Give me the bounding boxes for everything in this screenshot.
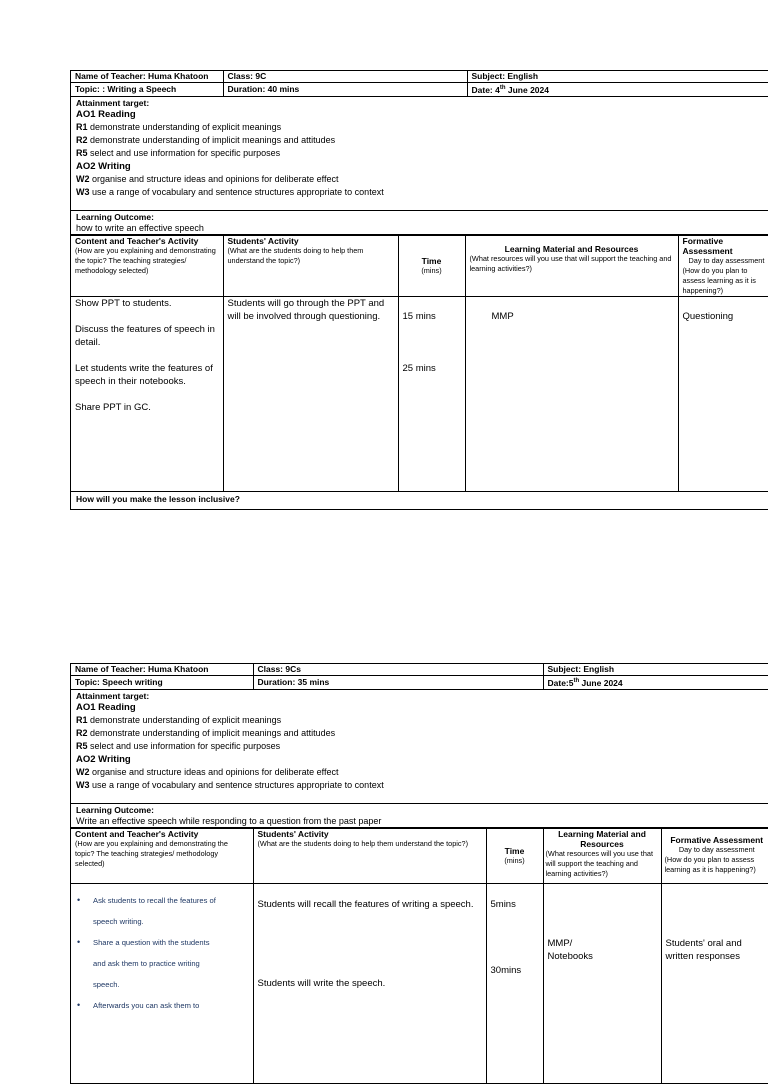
ao2-heading: AO2 Writing (76, 753, 131, 765)
teacher-step-4: Share PPT in GC. (75, 401, 151, 413)
class-name: Class: 9C (223, 71, 467, 83)
resources-line-2: Notebooks (547, 950, 593, 962)
teacher-step-2: Discuss the features of speech in detail. (75, 323, 215, 348)
date: Date: 4th June 2024 (467, 83, 768, 97)
time-1: 5mins (490, 898, 516, 910)
col-assessment: Formative Assessment Day to day assessment (How do you plan to assess learning as it is happening?) (678, 235, 768, 296)
col-resources: Learning Material and Resources (What resources will you use that will support the teaching and learning activities?) (465, 235, 678, 296)
learning-outcome-label: Learning Outcome: (76, 211, 154, 222)
learning-outcome-text: Write an effective speech while responding to a question from the past paper (76, 815, 382, 826)
header-table (71, 663, 768, 690)
topic: Topic: : Writing a Speech (71, 83, 223, 97)
resources-cell (543, 883, 661, 1083)
teacher-step-3: Let students write the features of speech in their notebooks. (75, 362, 213, 387)
inclusive-question: How will you make the lesson inclusive? (71, 492, 768, 510)
student-activity-2: Students will write the speech. (257, 977, 386, 989)
date: Date:5th June 2024 (543, 676, 768, 690)
topic: Topic: Speech writing (71, 676, 253, 690)
class-name: Class: 9Cs (253, 664, 543, 676)
teacher-step-1: Show PPT to students. (75, 297, 172, 309)
resources-cell (465, 296, 678, 491)
assessment-text: Questioning (682, 310, 734, 322)
col-teacher-activity: Content and Teacher's Activity (How are you explaining and demonstrating the topic? The teaching strategies/ methodology selected) (71, 828, 253, 883)
bullet-1b: speech writing. (93, 916, 144, 926)
ao1-heading: AO1 Reading (76, 701, 136, 713)
time-cell (486, 883, 543, 1083)
time-2: 30mins (490, 964, 522, 976)
teacher-activity-cell (71, 296, 223, 491)
attainment-label: Attainment target: (76, 97, 150, 108)
col-resources: Learning Material and Resources (What resources will you use that will support the teaching and learning activities?) (543, 828, 661, 883)
resources-text: MMP (491, 310, 514, 322)
subject: Subject: English (543, 664, 768, 676)
r5-item: R5 select and use information for specific purposes (76, 147, 281, 158)
student-activity-cell (253, 883, 486, 1083)
bullet-1a: • Ask students to recall the features of (77, 894, 216, 905)
w2-item: W2 organise and structure ideas and opinions for deliberate effect (76, 766, 339, 777)
attainment-target (71, 690, 768, 804)
teacher-activity-cell (71, 883, 253, 1083)
teacher-name: Name of Teacher: Huma Khatoon (71, 71, 223, 83)
time-1: 15 mins (402, 310, 436, 322)
lesson-plan-2 (70, 663, 768, 1084)
ao1-heading: AO1 Reading (76, 108, 136, 120)
lesson-plan-1 (70, 70, 768, 510)
subject: Subject: English (467, 71, 768, 83)
assessment-text: Students' oral and written responses (665, 937, 742, 962)
r2-item: R2 demonstrate understanding of implicit meanings and attitudes (76, 727, 336, 738)
bullet-3a: • Afterwards you can ask them to (77, 999, 200, 1010)
assessment-cell (678, 296, 768, 491)
header-table (71, 70, 768, 97)
learning-outcome-label: Learning Outcome: (76, 804, 154, 815)
bullet-2b: and ask them to practice writing (93, 958, 200, 968)
activity-table (71, 235, 768, 492)
bullet-2a: • Share a question with the students (77, 936, 210, 947)
attainment-target (71, 97, 768, 211)
learning-outcome (71, 804, 768, 828)
bullet-2c: speech. (93, 979, 120, 989)
teacher-name: Name of Teacher: Huma Khatoon (71, 664, 253, 676)
time-cell (398, 296, 465, 491)
col-student-activity: Students' Activity (What are the students doing to help them understand the topic?) (223, 235, 398, 296)
learning-outcome (71, 211, 768, 235)
ao2-heading: AO2 Writing (76, 160, 131, 172)
w3-item: W3 use a range of vocabulary and sentence structures appropriate to context (76, 779, 384, 790)
learning-outcome-text: how to write an effective speech (76, 222, 204, 233)
col-time: Time (mins) (398, 235, 465, 296)
r1-item: R1 demonstrate understanding of explicit meanings (76, 121, 282, 132)
col-time: Time (mins) (486, 828, 543, 883)
col-student-activity: Students' Activity (What are the students doing to help them understand the topic?) (253, 828, 486, 883)
student-activity-1: Students will recall the features of writing a speech. (257, 898, 474, 910)
duration: Duration: 35 mins (253, 676, 543, 690)
assessment-cell (661, 883, 768, 1083)
student-activity-cell: Students will go through the PPT and will be involved through questioning. (223, 296, 398, 491)
r1-item: R1 demonstrate understanding of explicit meanings (76, 714, 282, 725)
r5-item: R5 select and use information for specific purposes (76, 740, 281, 751)
teacher-bullets (75, 890, 249, 1016)
activity-table (71, 828, 768, 1084)
col-teacher-activity: Content and Teacher's Activity (How are you explaining and demonstrating the topic? The teaching strategies/ methodology selected) (71, 235, 223, 296)
w2-item: W2 organise and structure ideas and opinions for deliberate effect (76, 173, 339, 184)
w3-item: W3 use a range of vocabulary and sentence structures appropriate to context (76, 186, 384, 197)
col-assessment: Formative Assessment Day to day assessment (How do you plan to assess learning as it is happening?) (661, 828, 768, 883)
r2-item: R2 demonstrate understanding of implicit meanings and attitudes (76, 134, 336, 145)
attainment-label: Attainment target: (76, 690, 150, 701)
duration: Duration: 40 mins (223, 83, 467, 97)
resources-line-1: MMP/ (547, 937, 573, 949)
time-2: 25 mins (402, 362, 436, 374)
